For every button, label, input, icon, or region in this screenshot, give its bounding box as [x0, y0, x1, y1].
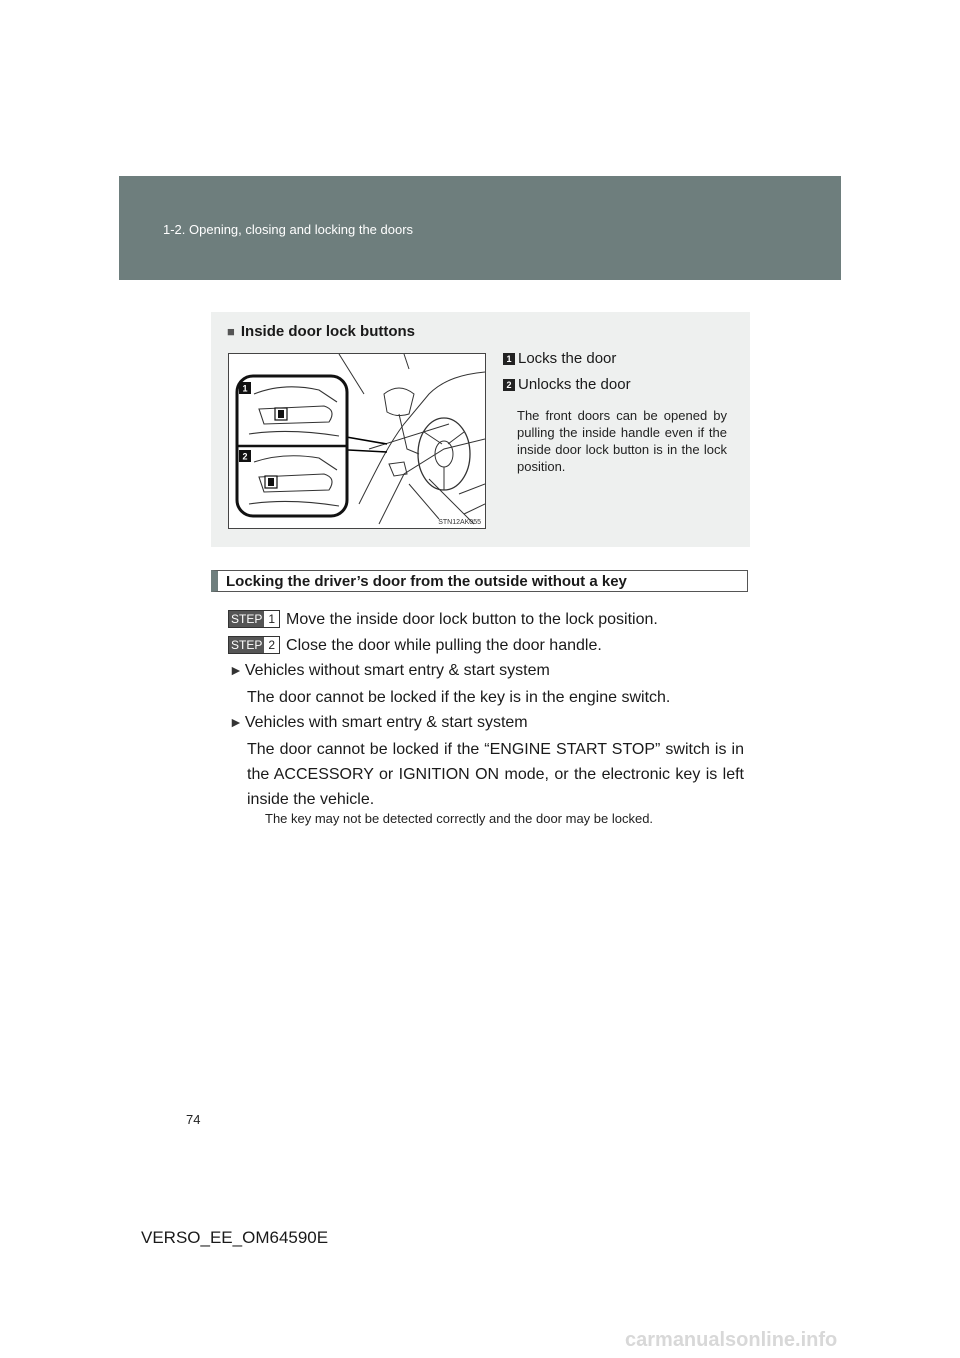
section-heading-text: Locking the driver’s door from the outside without a key [226, 573, 627, 590]
svg-text:2: 2 [242, 451, 248, 462]
section-title: 1-2. Opening, closing and locking the doors [163, 222, 414, 237]
triangle-bullet-icon: ► [229, 662, 243, 678]
box-note: The front doors can be opened by pulling the inside handle even if the inside door lock button is in the lock position. [517, 408, 727, 474]
triangle-bullet-icon: ► [229, 714, 243, 730]
step-badge-icon: STEP 1 [228, 610, 280, 628]
box-heading-text: Inside door lock buttons [240, 323, 416, 340]
step-badge-icon: STEP 2 [228, 636, 280, 654]
number-badge-icon: 2 [503, 379, 515, 391]
watermark: carmanualsonline.info [625, 1329, 838, 1351]
legend-item-lock [503, 350, 616, 367]
door-lock-illustration [228, 353, 486, 529]
box-heading [227, 323, 415, 340]
section-heading [211, 570, 748, 592]
legend-label: Locks the door [518, 350, 617, 367]
step-2 [228, 636, 602, 655]
square-bullet-icon: ■ [227, 324, 235, 339]
number-badge-icon: 1 [503, 353, 515, 365]
variant-heading-no-smart-entry: ► Vehicles without smart entry & start system [229, 662, 550, 679]
document-code: VERSO_EE_OM64590E [141, 1228, 329, 1247]
page-number: 74 [186, 1112, 201, 1127]
figure-code: STN12AK055 [438, 519, 481, 526]
info-box [211, 312, 750, 547]
header-band [119, 176, 841, 280]
detection-note: The key may not be detected correctly and the door may be locked. [265, 811, 654, 826]
svg-text:1: 1 [242, 383, 248, 394]
legend-item-unlock [503, 376, 631, 393]
step-1 [228, 610, 658, 629]
legend-label: Unlocks the door [518, 376, 631, 393]
step-text: Close the door while pulling the door handle. [286, 637, 602, 654]
step-text: Move the inside door lock button to the lock position. [286, 611, 658, 628]
variant-heading-smart-entry: ► Vehicles with smart entry & start system [229, 714, 528, 731]
variant-text-no-smart-entry: The door cannot be locked if the key is in the engine switch. [247, 689, 671, 706]
variant-text-smart-entry: The door cannot be locked if the “ENGINE START STOP” switch is in the ACCESSORY or IGNITION ON mode, or the electronic key is left inside the vehicle. [247, 741, 744, 808]
